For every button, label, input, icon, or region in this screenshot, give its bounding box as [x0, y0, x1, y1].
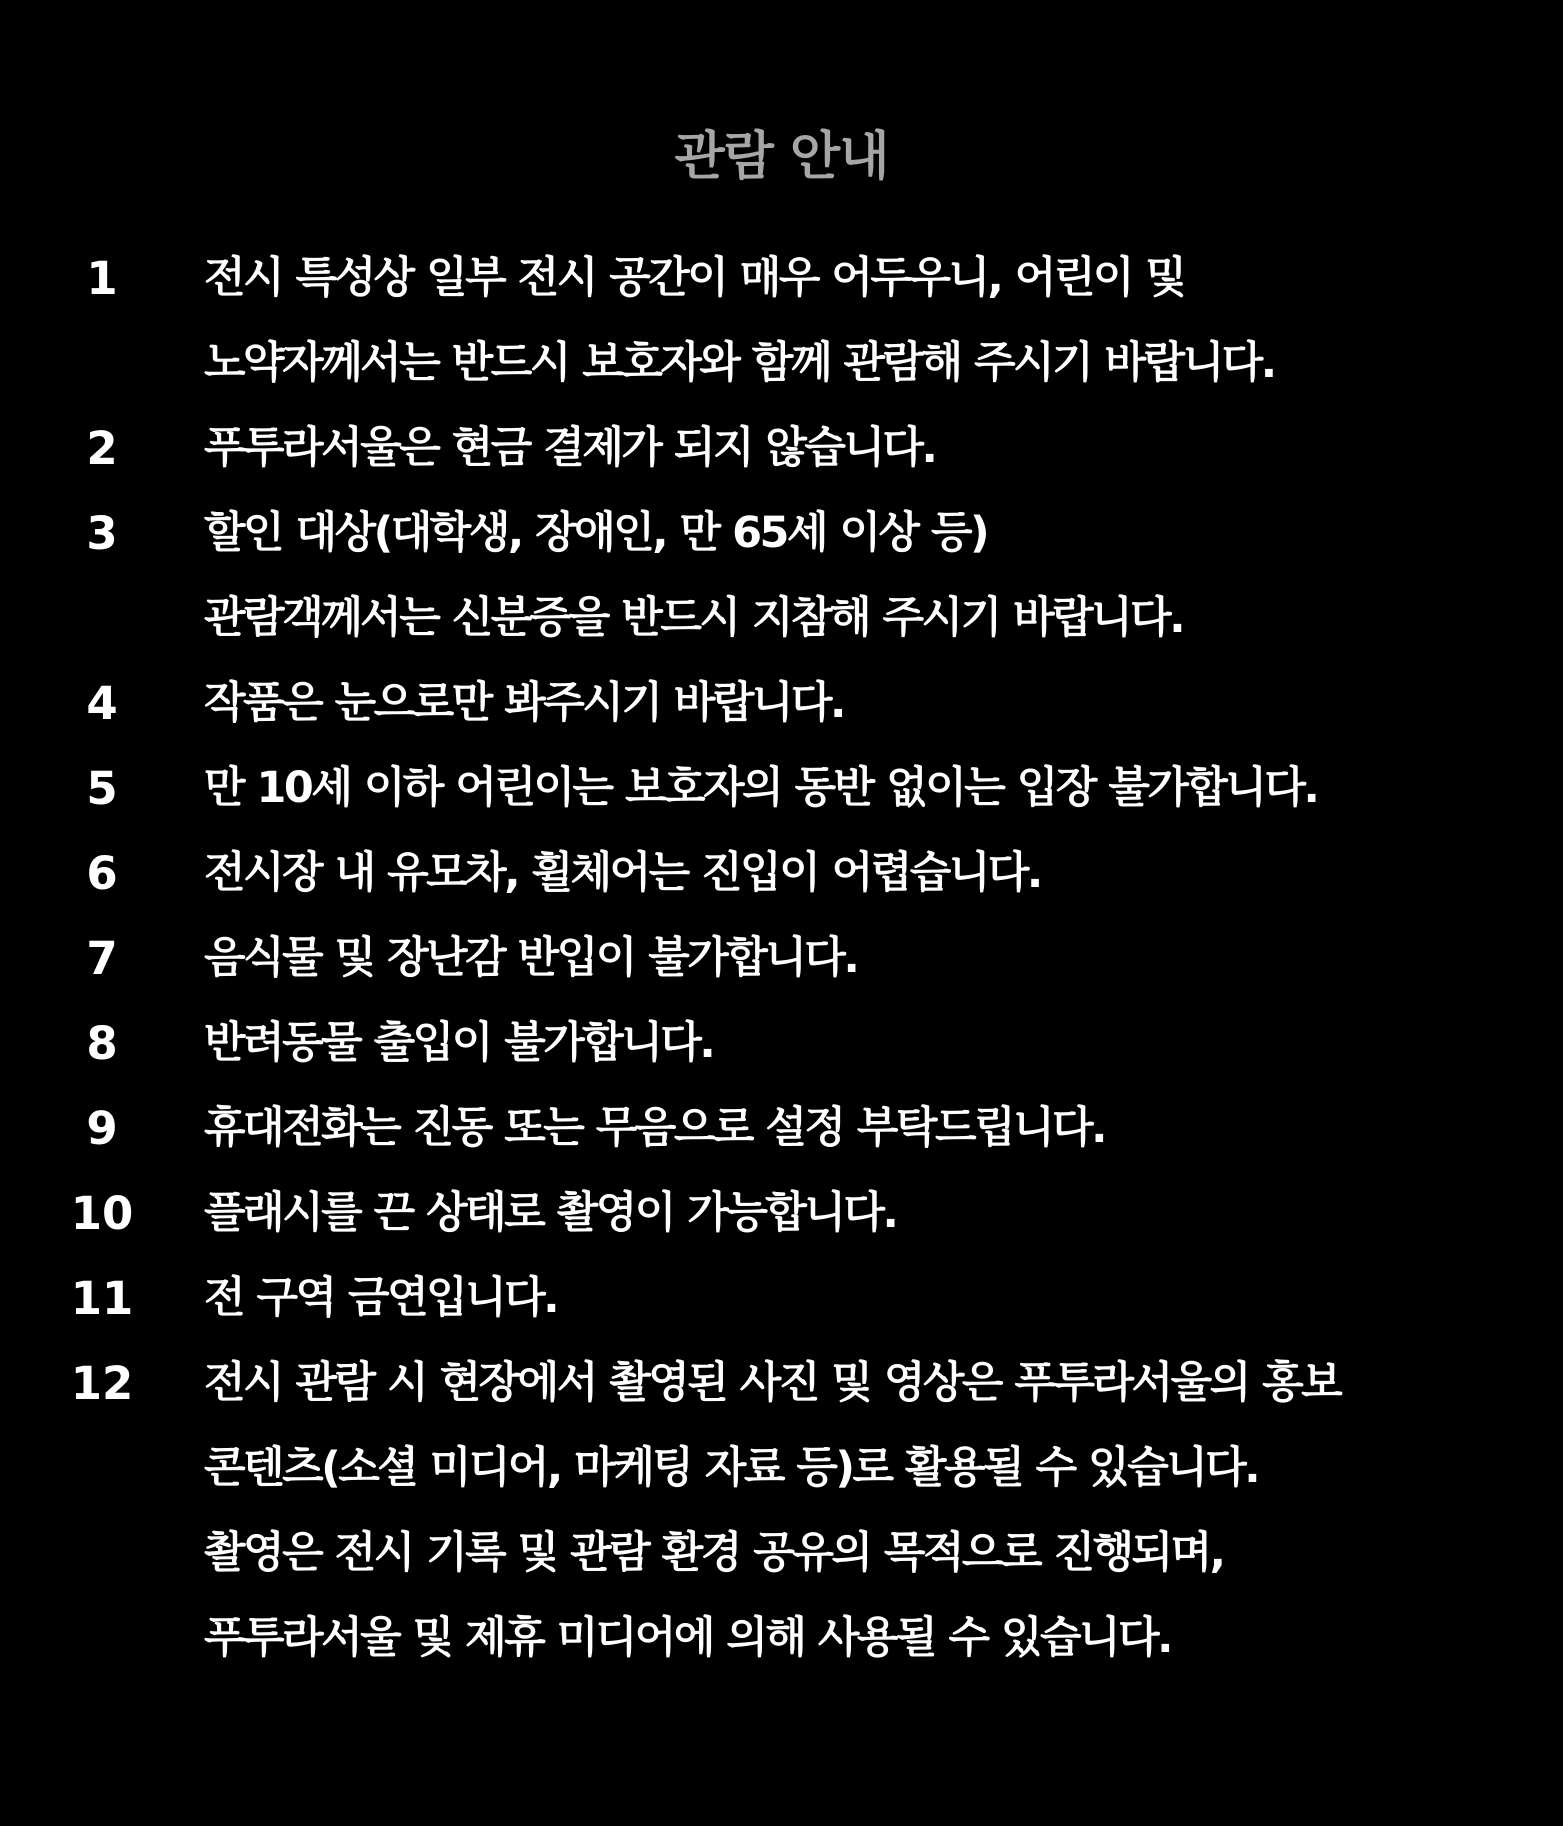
item-number: 11 — [70, 1272, 134, 1325]
item-text-line: 콘텐츠(소셜 미디어, 마케팅 자료 등)로 활용될 수 있습니다. — [204, 1443, 1259, 1493]
item-text-line: 촬영은 전시 기록 및 관람 환경 공유의 목적으로 진행되며, — [204, 1528, 1224, 1578]
item-number: 2 — [86, 422, 118, 475]
item-number: 7 — [86, 932, 118, 985]
guideline-item-5 — [0, 746, 1563, 831]
item-number: 8 — [86, 1017, 118, 1070]
item-text-line: 할인 대상(대학생, 장애인, 만 65세 이상 등) — [204, 508, 988, 558]
item-text-line: 노약자께서는 반드시 보호자와 함께 관람해 주시기 바랍니다. — [204, 338, 1275, 388]
item-text-line: 휴대전화는 진동 또는 무음으로 설정 부탁드립니다. — [204, 1103, 1105, 1153]
page-title: 관람 안내 — [674, 126, 889, 187]
guideline-item-4 — [0, 661, 1563, 746]
guideline-item-7 — [0, 916, 1563, 1001]
item-text-line: 만 10세 이하 어린이는 보호자의 동반 없이는 입장 불가합니다. — [204, 763, 1318, 813]
item-number: 6 — [86, 847, 118, 900]
item-text-line: 관람객께서는 신분증을 반드시 지참해 주시기 바랍니다. — [204, 593, 1184, 643]
guideline-item-9 — [0, 1086, 1563, 1171]
item-text-line: 작품은 눈으로만 봐주시기 바랍니다. — [204, 678, 844, 728]
item-number: 3 — [86, 507, 118, 560]
item-text-line: 전시 특성상 일부 전시 공간이 매우 어두우니, 어린이 및 — [204, 253, 1185, 303]
item-number: 10 — [70, 1187, 134, 1240]
item-number: 12 — [70, 1357, 134, 1410]
item-text-line: 전시장 내 유모차, 휠체어는 진입이 어렵습니다. — [204, 848, 1041, 898]
guideline-item-8 — [0, 1001, 1563, 1086]
item-text-line: 전시 관람 시 현장에서 촬영된 사진 및 영상은 푸투라서울의 홍보 — [204, 1358, 1341, 1408]
item-text-line: 음식물 및 장난감 반입이 불가합니다. — [204, 933, 858, 983]
item-text-line: 반려동물 출입이 불가합니다. — [204, 1018, 714, 1068]
item-text-line: 플래시를 끈 상태로 촬영이 가능합니다. — [204, 1188, 897, 1238]
item-number: 5 — [86, 762, 118, 815]
guideline-item-6 — [0, 831, 1563, 916]
guideline-item-1 — [0, 236, 1563, 406]
guideline-item-12 — [0, 1341, 1563, 1681]
guideline-list — [0, 236, 1563, 1681]
item-number: 9 — [86, 1102, 118, 1155]
item-text-line: 푸투라서울 및 제휴 미디어에 의해 사용될 수 있습니다. — [204, 1613, 1171, 1663]
guideline-item-3 — [0, 491, 1563, 661]
item-text-line: 푸투라서울은 현금 결제가 되지 않습니다. — [204, 423, 936, 473]
item-number: 4 — [86, 677, 118, 730]
guideline-item-11 — [0, 1256, 1563, 1341]
guideline-item-10 — [0, 1171, 1563, 1256]
item-text-line: 전 구역 금연입니다. — [204, 1273, 558, 1323]
item-number: 1 — [86, 252, 118, 305]
guideline-item-2 — [0, 406, 1563, 491]
